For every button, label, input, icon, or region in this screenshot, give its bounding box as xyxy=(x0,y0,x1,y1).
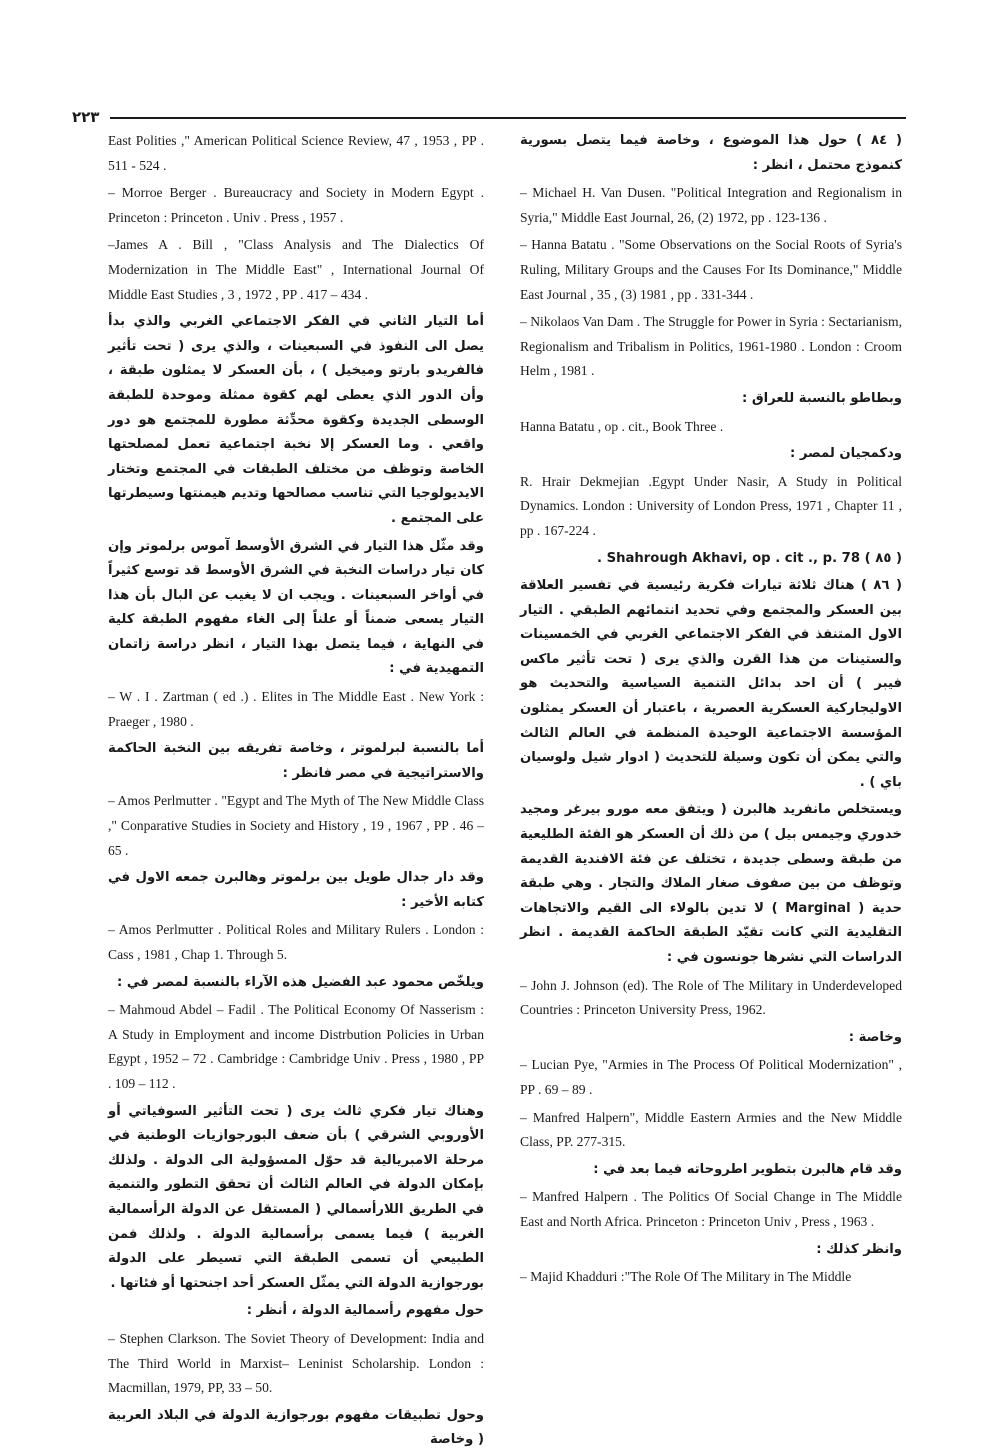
arabic-paragraph: وقد مثّل هذا التيار في الشرق الأوسط آموس برلموتر وإن كان تيار دراسات النخبة في الشرق الأوسط قد توسع كثيراً في أواخر السبعينات . ويجب ان لا يغيب عن البال بأن هذا التيار يسعى ضمناً أو علناً إلى الغاء مفهوم الطبقة كلية في النهاية ، فيما يتصل بهذا التيار ، انظر دراسة زاتمان التمهيدية في : xyxy=(108,538,484,677)
reference-entry: – Manfred Halpern", Middle Eastern Armies and the New Middle Class, PP. 277-315. xyxy=(520,1109,902,1150)
arabic-paragraph: ودكمجيان لمصر : xyxy=(789,446,902,462)
reference-entry: – Nikolaos Van Dam . The Struggle for Power in Syria : Sectarianism, Regionalism and Tribalism in Politics, 1961-1980 . London : Croom Helm , 1981 . xyxy=(520,314,902,379)
reference-entry: – Michael H. Van Dusen. "Political Integration and Regionalism in Syria," Middle East Journal, 26, (2) 1972, pp . 123-136 . xyxy=(520,185,902,225)
arabic-paragraph: وبطاطو بالنسبة للعراق : xyxy=(741,390,902,406)
left-column xyxy=(108,126,484,1453)
reference-entry: – Amos Perlmutter . Political Roles and Military Rulers . London : Cass , 1981 , Chap 1. Through 5. xyxy=(108,922,484,962)
reference-entry: – Hanna Batatu . "Some Observations on the Social Roots of Syria's Ruling, Military Groups and the Causes For Its Dominance," Middle East Journal , 35 , (3) 1981 , pp . 331-344 . xyxy=(520,237,902,302)
arabic-paragraph: وخاصة : xyxy=(848,1029,902,1045)
arabic-paragraph: ( ٨٤ ) حول هذا الموضوع ، وخاصة فيما يتصل بسورية كنموذج محتمل ، انظر : xyxy=(520,133,902,173)
reference-entry: – W . I . Zartman ( ed .) . Elites in The Middle East . New York : Praeger , 1980 . xyxy=(108,689,484,729)
reference-entry: East Polities ," American Political Science Review, 47 , 1953 , PP . 511 - 524 . xyxy=(108,133,484,173)
arabic-paragraph: حول مفهوم رأسمالية الدولة ، أنظر : xyxy=(246,1303,484,1319)
arabic-paragraph: ويلخّص محمود عبد الفضيل هذه الآراء بالنسبة لمصر في : xyxy=(116,974,484,990)
reference-entry: – Majid Khadduri :"The Role Of The Military in The Middle xyxy=(520,1269,852,1285)
reference-entry: – John J. Johnson (ed). The Role of The Military in Underdeveloped Countries : Princeton University Press, 1962. xyxy=(520,977,902,1018)
right-column xyxy=(520,126,902,1290)
page-number: ٢٢٣ xyxy=(72,108,100,126)
reference-entry: – Stephen Clarkson. The Soviet Theory of Development: India and The Third World in Marxist– Leninist Scholarship. London : Macmillan, 1979, PP, 33 – 50. xyxy=(108,1330,484,1396)
arabic-paragraph: وحول تطبيقات مفهوم بورجوازية الدولة في البلاد العربية ( وخاصة xyxy=(108,1407,484,1448)
reference-entry: – Morroe Berger . Bureaucracy and Society in Modern Egypt . Princeton : Princeton . Univ . Press , 1957 . xyxy=(108,185,484,225)
reference-entry: – Mahmoud Abdel – Fadil . The Political Economy Of Nasserism : A Study in Employment and income Distrbution Policies in Urban Egypt , 1952 – 72 . Cambridge : Cambridge Univ . Press , 1980 , PP . 109 – 112 . xyxy=(108,1002,484,1091)
arabic-paragraph: ( ٨٥ ) Shahrough Akhavi, op . cit ., p. 78 . xyxy=(596,550,902,566)
arabic-paragraph: ( ٨٦ ) هناك ثلاثة تيارات فكرية رئيسية في تفسير العلاقة بين العسكر والمجتمع وفي تحديد انتمائهم الطبقي . التيار الاول المتنفذ في الفكر الاجتماعي الغربي في الخمسينات والستينات من هذا القرن والذي يرى ( تحت تأثير ماكس فيبر ) أن احد بدائل التنمية السياسية والتحديث هو الاوليجاركية العسكرية العصرية ، باعتبار أن العسكر يمثلون المؤسسة الاجتماعية الوحيدة المنظمة في العالم الثالث والتي يمكن أن تكون وسيلة للتحديث ( ادوار شيل ولوسيان باي ) . xyxy=(520,578,902,790)
reference-entry: R. Hrair Dekmejian .Egypt Under Nasir, A Study in Political Dynamics. London : University of London Press, 1971 , Chapter 11 , pp . 167-224 . xyxy=(520,473,902,538)
reference-entry: – Manfred Halpern . The Politics Of Social Change in The Middle East and North Africa. Princeton : Princeton Univ , Press , 1963 . xyxy=(520,1189,902,1229)
arabic-paragraph: وهناك تيار فكري ثالث يرى ( تحت التأثير السوفياتي أو الأوروبي الشرقي ) بأن ضعف البورجوازيات الوطنية في مرحلة الامبريالية قد حوّل المسؤولية الى الدولة . ولذلك بإمكان الدولة في العالم الثالث أن تحقق التطور والتنمية في الطريق اللارأسمالي ( المستقل عن الدولة الرأسمالية الغربية ) فيما يسمى برأسمالية الدولة . ولذلك فمن الطبيعي أن تسمى الطبقة التي تسيطر على الدولة بورجوازية الدولة التي يمثّل العسكر أحد اجنحتها أو فئاتها . xyxy=(108,1103,484,1291)
arabic-paragraph: أما بالنسبة لبرلموتر ، وخاصة تفريقه بين النخبة الحاكمة والاستراتيجية في مصر فانظر : xyxy=(108,741,484,781)
reference-entry: – Amos Perlmutter . "Egypt and The Myth of The New Middle Class ," Conparative Studies in Society and History , 19 , 1967 , PP . 46 – 65 . xyxy=(108,793,484,858)
header-rule xyxy=(110,117,906,119)
reference-entry: –James A . Bill , "Class Analysis and The Dialectics Of Modernization in The Middle East" , International Journal Of Middle East Studies , 3 , 1972 , PP . 417 – 434 . xyxy=(108,237,484,302)
arabic-paragraph: وانظر كذلك : xyxy=(816,1241,902,1257)
arabic-paragraph: وقد دار جدال طويل بين برلموتر وهالبرن جمعه الاول في كتابه الأخير : xyxy=(108,870,484,910)
reference-entry: – Lucian Pye, "Armies in The Process Of Political Modernization" , PP . 69 – 89 . xyxy=(520,1057,902,1097)
reference-entry: Hanna Batatu , op . cit., Book Three . xyxy=(520,418,724,434)
arabic-paragraph: ويستخلص مانفريد هالبرن ( ويتفق معه مورو بيرغر ومجيد خدوري وجيمس بيل ) من ذلك أن العسكر هو الفئة الطليعية من طبقة وسطى جديدة ، تختلف عن فئة الافندية القديمة وتوظف من بين صفوف صغار الملاك والتجار . وهي طبقة حدية ( Marginal ) لا تدين بالولاء الى القيم والاتجاهات التقليدية التي كانت تقيّد الطبقة الحاكمة القديمة . انظر الدراسات التي نشرها جونسون في : xyxy=(520,802,902,965)
arabic-paragraph: وقد قام هالبرن بتطوير اطروحاته فيما بعد في : xyxy=(593,1161,902,1177)
arabic-paragraph: أما التيار الثاني في الفكر الاجتماعي الغربي والذي بدأ يصل الى النفوذ في السبعينات ، والذي يرى ( تحت تأثير فالفريدو بارتو وميخيل ) ، بأن العسكر لا يمثلون طبقة ، وأن الدور الذي يعطى لهم كقوة ممثلة وموحدة للطبقة الوسطى الجديدة وكقوة محدِّثة مطورة للمجتمع هو دور واقعي . وما العسكر إلا نخبة اجتماعية تعمل لمصلحتها الخاصة وتوظف من مختلف الطبقات في المجتمع وتختار الايديولوجيا التي تناسب مصالحها وتديم هيمنتها وسيطرتها على المجتمع . xyxy=(108,314,484,526)
